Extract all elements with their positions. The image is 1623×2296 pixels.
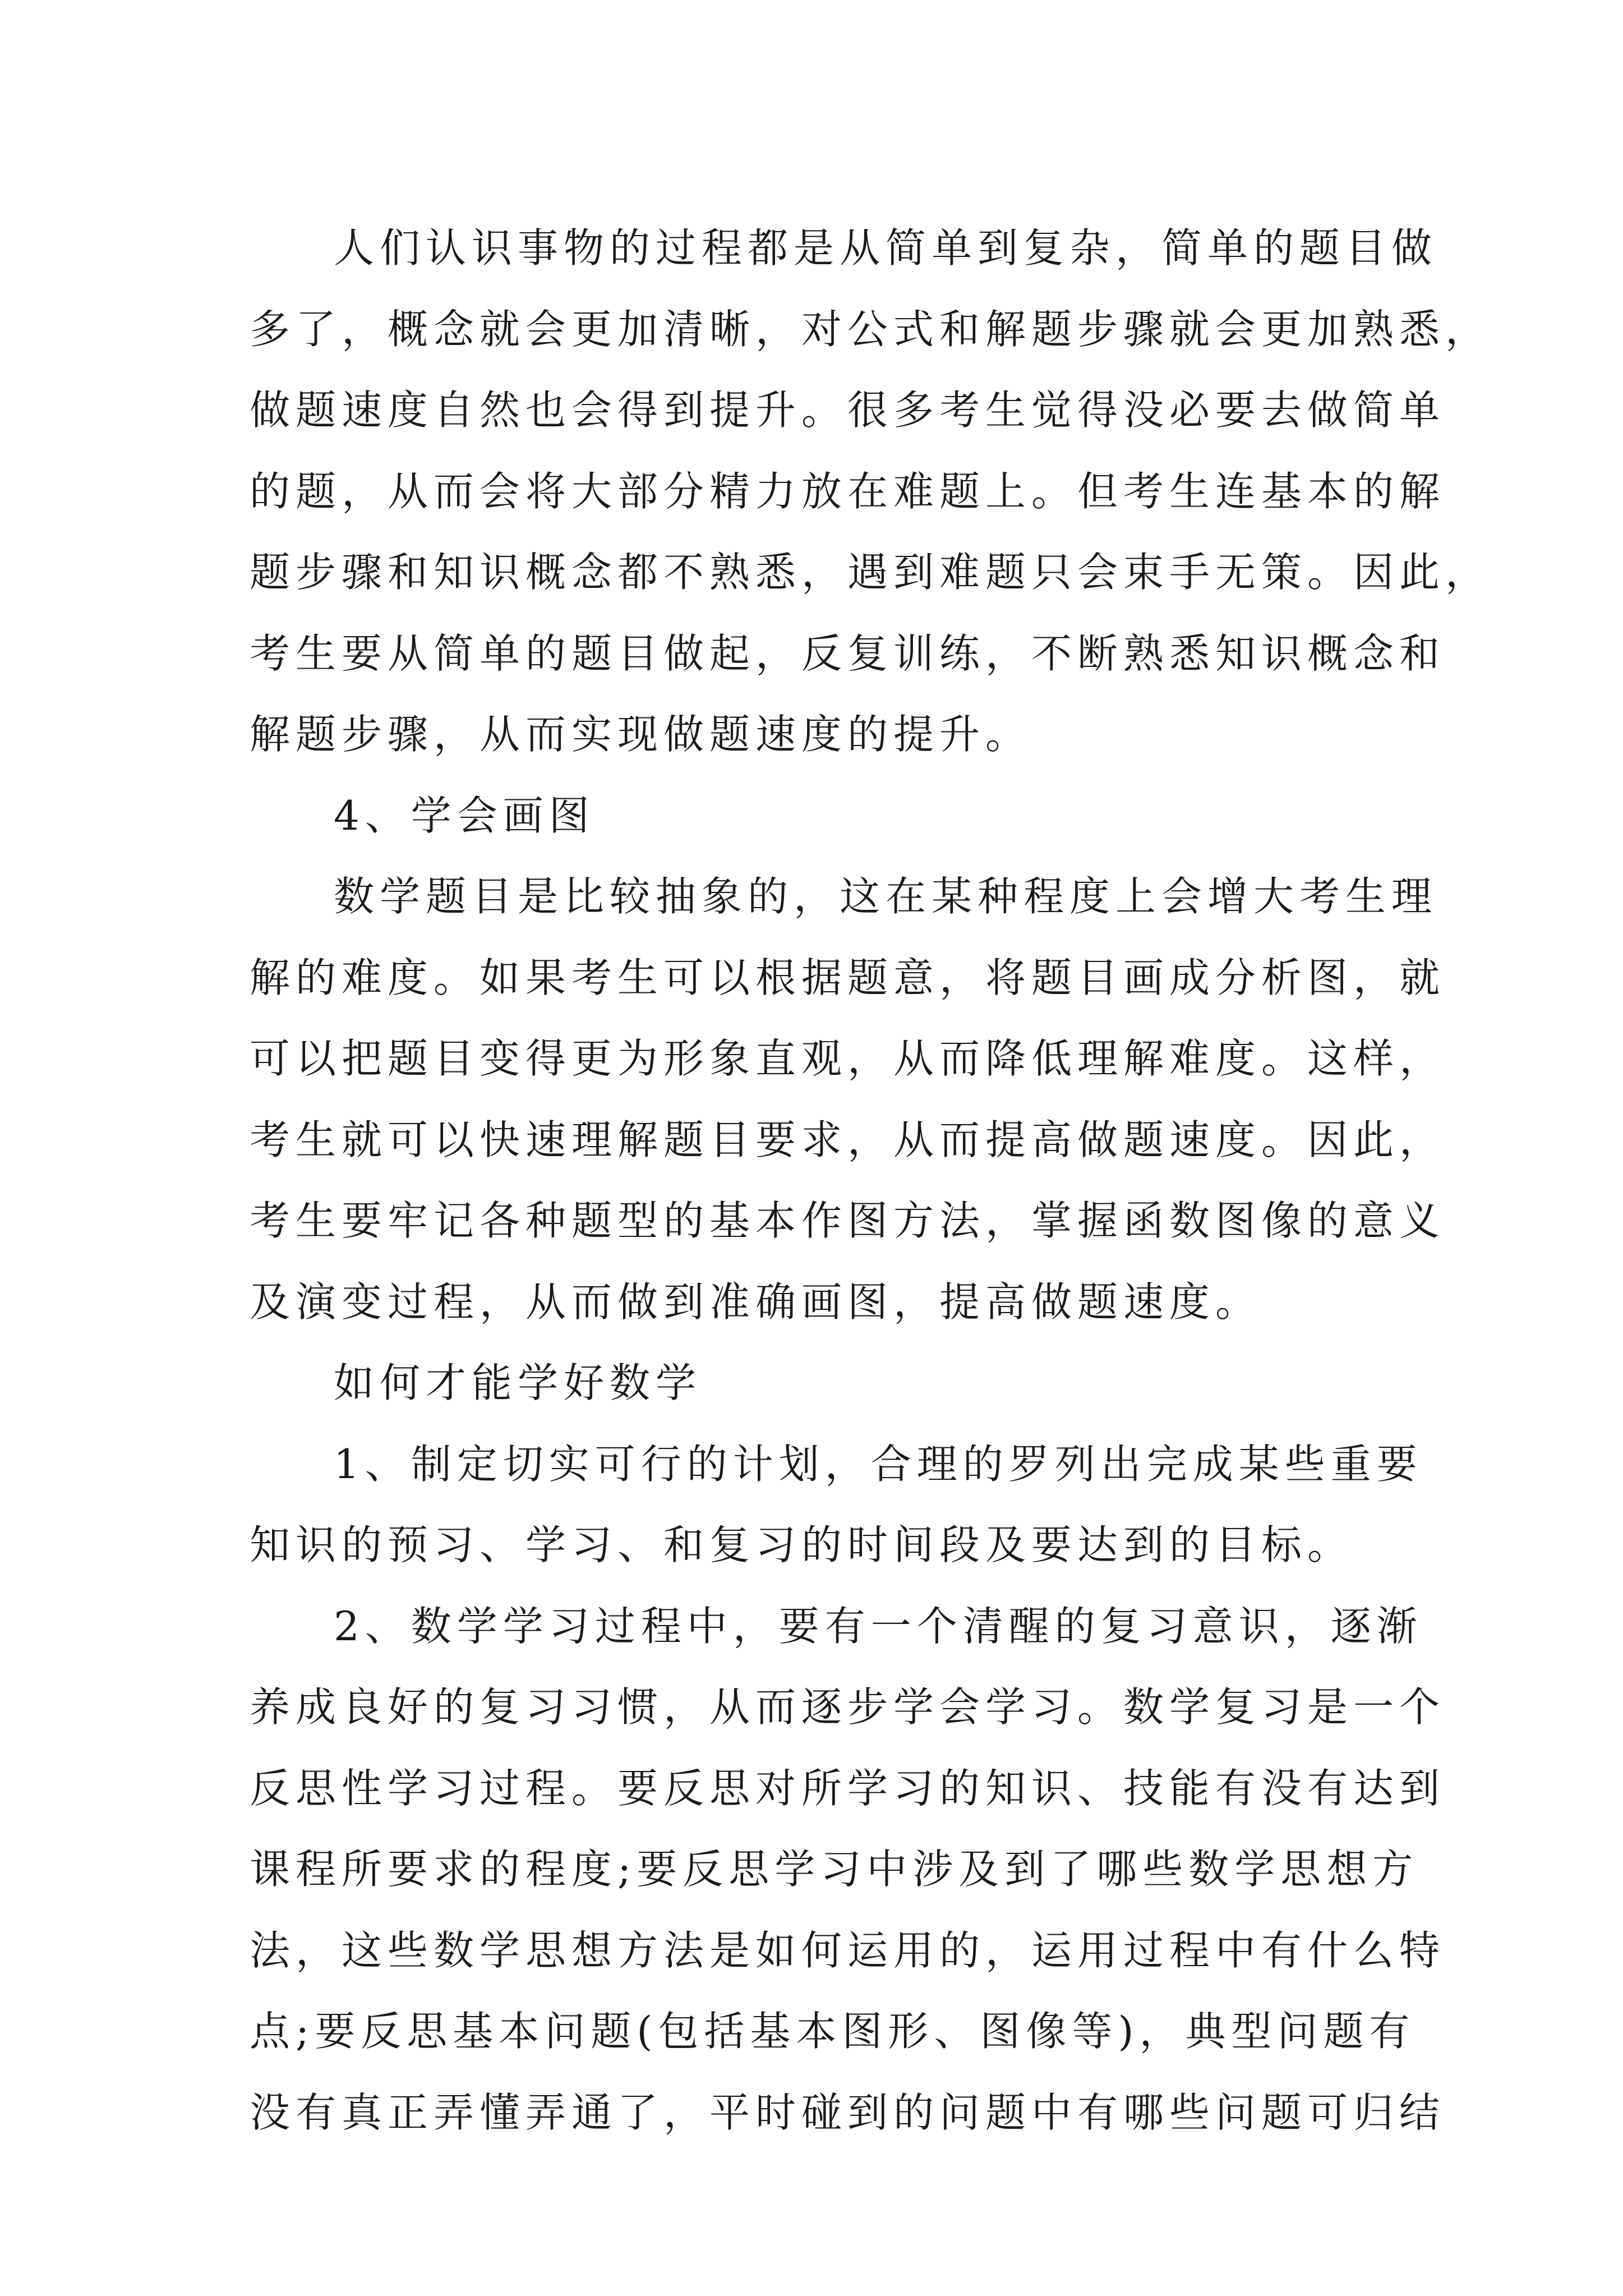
section-heading: 如何才能学好数学 [334,1359,702,1406]
text-line: 知识的预习、学习、和复习的时间段及要达到的目标。 [250,1521,1354,1568]
text-line: 做题速度自然也会得到提升。很多考生觉得没必要去做简单 [250,386,1446,434]
text-line: 课程所要求的程度;要反思学习中涉及到了哪些数学思想方 [250,1846,1419,1893]
text-line: 考生要从简单的题目做起，反复训练，不断熟悉知识概念和 [250,629,1446,677]
text-line: 点;要反思基本问题(包括基本图形、图像等)，典型问题有 [250,2008,1415,2055]
text-line: 数学题目是比较抽象的，这在某种程度上会增大考生理 [334,873,1438,920]
text-line: 法，这些数学思想方法是如何运用的，运用过程中有什么特 [250,1926,1446,1974]
text-line: 及演变过程，从而做到准确画图，提高做题速度。 [250,1278,1262,1326]
text-line: 反思性学习过程。要反思对所学习的知识、技能有没有达到 [250,1764,1446,1812]
text-line: 多了，概念就会更加清晰，对公式和解题步骤就会更加熟悉， [250,305,1492,353]
text-line: 养成良好的复习习惯，从而逐步学会学习。数学复习是一个 [250,1683,1446,1731]
text-line: 没有真正弄懂弄通了，平时碰到的问题中有哪些问题可归结 [250,2088,1446,2136]
text-line: 题步骤和知识概念都不熟悉，遇到难题只会束手无策。因此， [250,549,1492,596]
text-line: 人们认识事物的过程都是从简单到复杂，简单的题目做 [334,224,1438,272]
text-line: 考生就可以快速理解题目要求，从而提高做题速度。因此， [250,1116,1446,1163]
text-line: 考生要牢记各种题型的基本作图方法，掌握函数图像的意义 [250,1197,1446,1244]
text-line: 的题，从而会将大部分精力放在难题上。但考生连基本的解 [250,467,1446,515]
text-line: 解题步骤，从而实现做题速度的提升。 [250,711,1032,758]
text-line: 解的难度。如果考生可以根据题意，将题目画成分析图，就 [250,954,1446,1001]
section-heading: 4、学会画图 [334,792,595,839]
text-line: 1、制定切实可行的计划，合理的罗列出完成某些重要 [334,1440,1423,1488]
text-line: 2、数学学习过程中，要有一个清醒的复习意识，逐渐 [334,1602,1423,1650]
body-text [250,208,1492,2153]
text-line: 可以把题目变得更为形象直观，从而降低理解难度。这样， [250,1035,1446,1082]
